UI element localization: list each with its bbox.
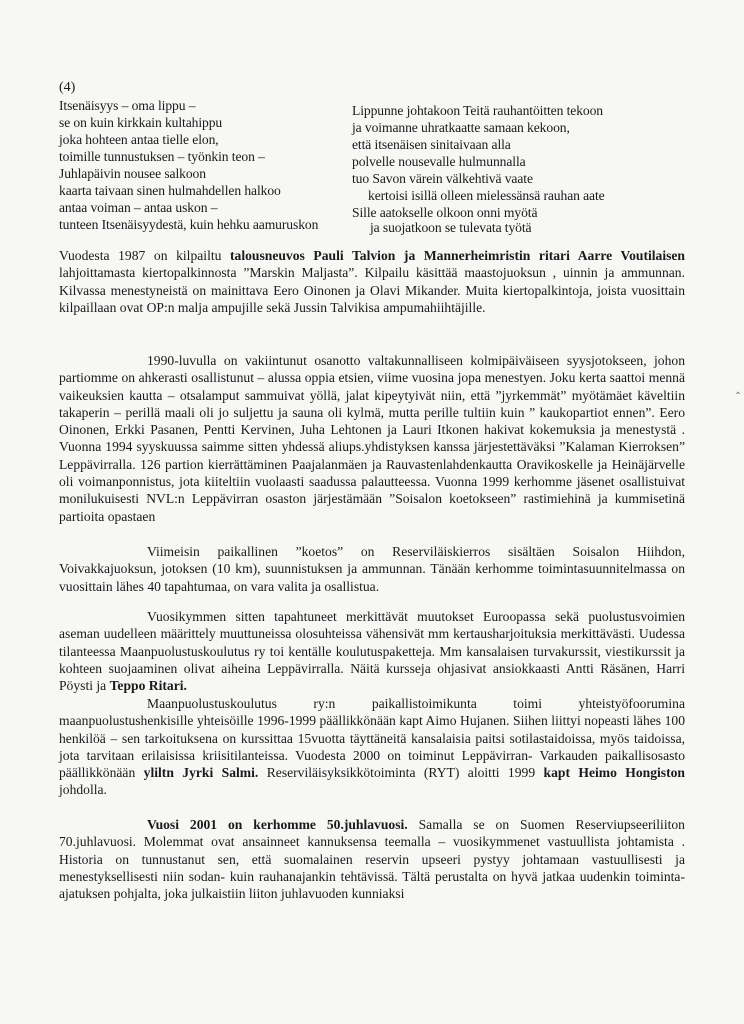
poem-left-line-1: Itsenäisyys – oma lippu – [59,98,196,113]
poem-left-line-3: joka hohteen antaa tielle elon, [59,132,219,147]
margin-mark: ‸ [736,380,741,394]
poem-left-line-8: tunteen Itsenäisyydestä, kuin hehku aamuruskon [59,217,319,232]
p6-bold-heading: Vuosi 2001 on kerhomme 50.juhlavuosi. [147,817,408,832]
p4-text-a: Vuosikymmen sitten tapahtuneet merkittävät muutokset Euroopassa sekä puolustusvoimien aseman uudelleen määrittely muuttuneissa olosuhteissa vähensivät mm kertausharjoituksia merkittävästi. Uudessa tilanteessa Maanpuolustuskoulutus ry toi kentälle koulutuspaketteja. Mm kansalaisen turvakurssit, viestikurssit ja kohteen suojaaminen olivat aiheina Leppävirralla. Näitä kursseja ohjasivat ansiokkaasti Antti Räsänen, Harri Pöysti ja [59,609,685,694]
p5-text-e: johdolla. [59,782,107,798]
poem-left-line-5: Juhlapäivin nousee salkoon [59,166,206,181]
poem-right-line-1: Lippunne johtakoon Teitä rauhantöitten tekoon [352,103,604,118]
poem-right-line-4: polvelle nousevalle hulmunnalla [352,154,526,169]
paragraph-reservilaiskierros [59,543,685,595]
poem-right-line-2: ja voimanne uhratkaatte samaan kekoon, [352,120,570,135]
page-number: (4) [59,80,76,95]
p5-text-c: Reserviläisyksikkötoiminta (RYT) aloitti 1999 [258,765,544,781]
p5-bold-name-2: kapt Heimo Hongiston [543,765,685,781]
p1-bold-names: talousneuvos Pauli Talvion ja Mannerheimristin ritari Aarre Voutilaisen [230,248,685,263]
paragraph-juhlavuosi [59,816,685,902]
paragraph-syysjotos [59,352,685,525]
p5-bold-name-1: yliltn Jyrki Salmi. [143,765,259,781]
p2-text: 1990-luvulla on vakiintunut osanotto valtakunnalliseen kolmipäiväiseen syysjotokseen, johon partiomme on ahkerasti osallistunut – alussa oppia etsien, viime vuosina jopa menestyen. Joku kerta saattoi mennä vaikeuksien kautta – otsalamput sammuivat yöllä, jalat kipeytyivät niin, että ”jyrkemmät” myötämäet käveltiin takaperin – perillä maali oli jo suljettu ja sauna oli kylmä, mutta perille tultiin kuin ” kaukopartiot ennen”. Eero Oinonen, Erkki Pasanen, Pentti Kervinen, Juha Lehtonen ja Lauri Itkonen hakivat kokemuksia ja menestystä . Vuonna 1994 syyskuussa saimme sitten yhdessä aliups.yhdistyksen kanssa järjestettäväksi ”Kalaman Kierroksen” Leppävirralla. 126 partion kierrättäminen Paajalanmäen ja Rauvastenlahdenkautta Oravikoskelle ja Heinäjärvelle oli voimanponnistus, jota kiiteltiin vuolaasti saadussa palautteessa. Vuonna 1999 kerhomme jäsenet osallistuivat monilukuisesti NVL:n Leppävirran osaston järjestämään ”Soisalon koetokseen” rastimiehinä ja kummisetinä partioita opastaen [59,353,685,524]
poem-left-line-2: se on kuin kirkkain kultahippu [59,115,223,130]
poem-right-line-8: ja suojatkoon se tulevata työtä [370,220,532,235]
p6-text-b: Samalla se on Suomen Reserviupseeriliiton 70.juhlavuosi. Molemmat ovat ansainneet kannuksensa teemalla – vuosikymmenet vastuullista johtamista . Historia on tunnustanut sen, että suomalainen reservin upseeri pystyy johtamaan vastuullisesti ja menestyksellisesti niin sodan- kuin rauhanajankin tehtävissä. Tältä perustalta on hyvä jatkaa uudenkin toiminta-ajatuksen pohjalta, joka julkaistiin liiton juhlavuoden kunniaksi [59,817,685,902]
p1-text-a: Vuodesta 1987 on kilpailtu [59,248,231,263]
poem-left-line-6: kaarta taivaan sinen hulmahdellen halkoo [59,183,281,198]
p3-text: Viimeisin paikallinen ”koetos” on Reserviläiskierros sisältäen Soisalon Hiihdon, Voivakkajuoksun, jotoksen (10 km), suunnistuksen ja ammunnan. Tänään kerhomme toimintasuunnitelmassa on vuosittain lähes 40 tapahtumaa, on vara valita ja osallistua. [59,544,685,594]
p4-bold-name: Teppo Ritari. [109,678,187,694]
poem-right-line-6: kertoisi isillä olleen mielessänsä rauhan aate [368,188,605,203]
paragraph-vuosikymmen [59,608,685,694]
poem-left-line-4: toimille tunnustuksen – työnkin teon – [59,149,265,164]
paragraph-maanpuolustuskoulutus [59,695,685,799]
poem-right-line-3: että itsenäisen sinitaivaan alla [352,137,511,152]
paragraph-marskin-malja [59,247,685,316]
poem-right-line-7: Sille aatokselle olkoon onni myötä [352,205,538,220]
p5-text-a: Maanpuolustuskoulutus ry:n paikallistoimikunta toimi yhteistyöfoorumina maanpuolustushenkisille yhteisöille 1996-1999 päällikkönään kapt Aimo Hujanen. Siihen liittyi nopeasti lähes 100 henkilöä – sen tarkoituksena on kurssittaa 15vuotta täyttäneitä kansalaisia paitsi sotilastaidoissa, myös taidoissa, jota tarvitaan erilaisissa kriisitilanteissa. Vuodesta 2000 on toiminut Leppävirran- Varkauden paikallisosasto päällikkönään [59,696,685,781]
p1-text-c: lahjoittamasta kiertopalkinnosta ”Marskin Maljasta”. Kilpailu käsittää maastojuoksun , uinnin ja ammunnan. Kilvassa menestyneistä on mainittava Eero Oinonen ja Olavi Mikander. Muita kiertopalkintoja, joista vuosittain kilpaillaan ovat OP:n malja ampujille sekä Jussin Talvikisa ampumahiihtäjille. [59,265,685,315]
poem-left-line-7: antaa voiman – antaa uskon – [59,200,218,215]
poem-right-line-5: tuo Savon värein välkehtivä vaate [352,171,533,186]
